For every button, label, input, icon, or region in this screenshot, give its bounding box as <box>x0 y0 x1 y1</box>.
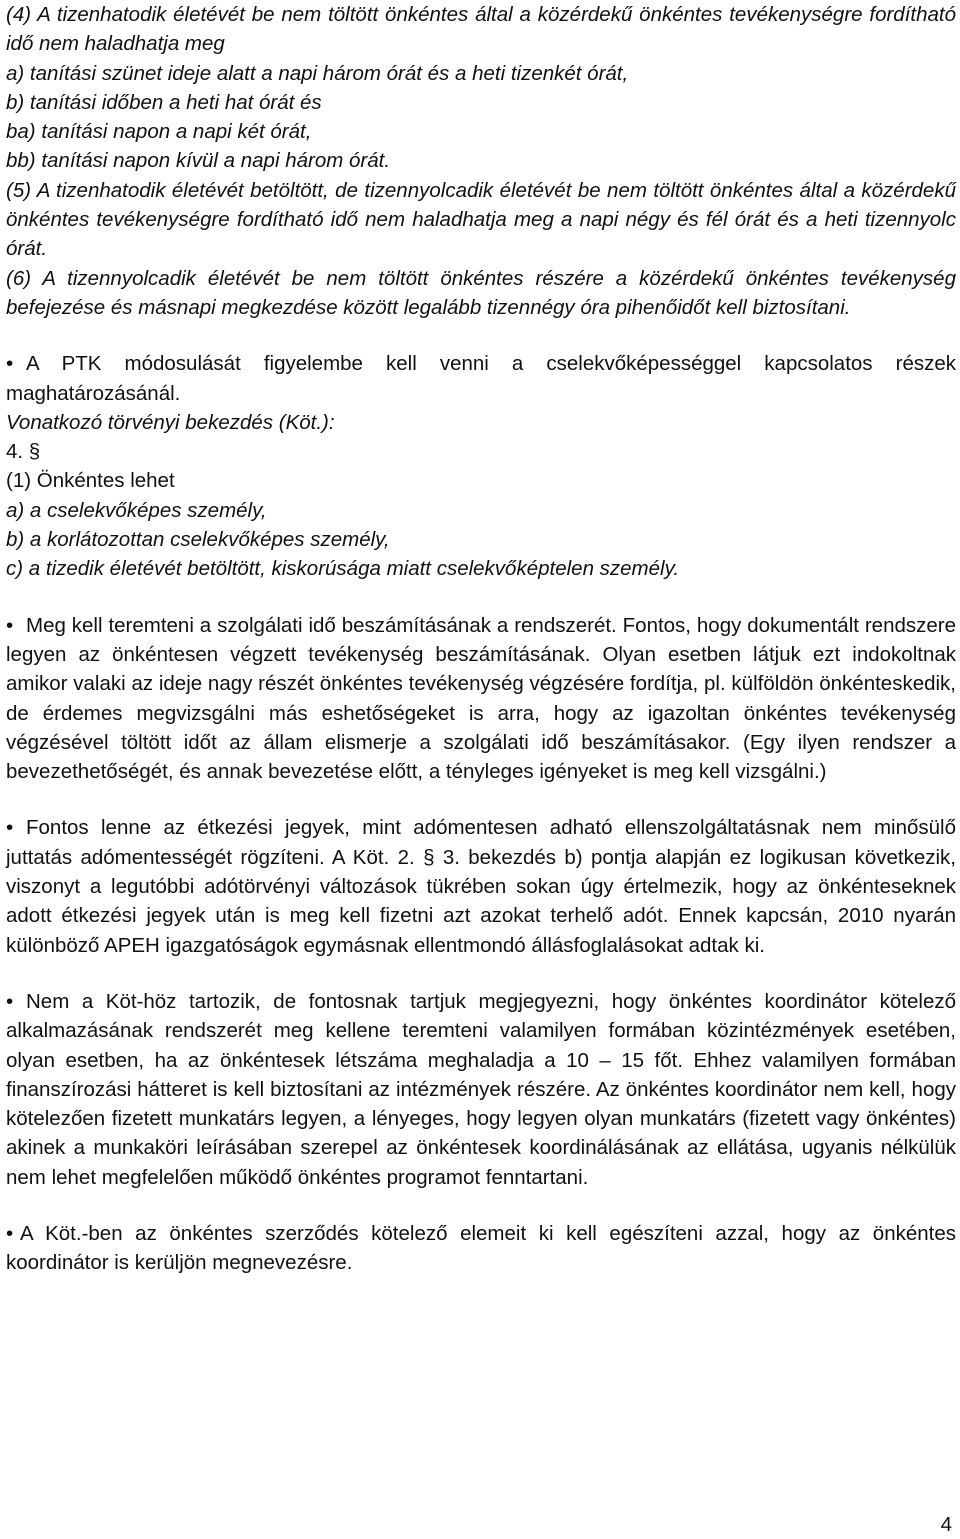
quoted-paragraph-4 <box>6 0 956 176</box>
bullet-ptk <box>6 349 956 583</box>
bullet-text: Fontos lenne az étkezési jegyek, mint adómentesen adható ellenszolgáltatásnak nem minősülő juttatás adómentességét rögzíteni. A Köt. 2. § 3. bekezdés b) pontja alapján ez logikusan következik, viszonyt a legutóbbi adótörvényi változások tükrében sokan úgy értelmezik, hogy az önkénteseknek adott étkezési jegyek után is meg kell fizetni azt azokat terhelő adót. Ennek kapcsán, 2010 nyarán különböző APEH igazgatóságok egymásnak ellentmondó állásfoglalásokat adtak ki. <box>6 816 956 957</box>
bullet-icon: • <box>6 989 14 1013</box>
p4-line: ba) tanítási napon a napi két órát, <box>6 120 312 144</box>
bullet-meal-vouchers <box>6 813 956 959</box>
document-page <box>6 0 956 1278</box>
legal-line: b) a korlátozottan cselekvőképes személy, <box>6 528 390 552</box>
bullet-coordinator <box>6 987 956 1192</box>
legal-reference-label: Vonatkozó törvényi bekezdés (Köt.): <box>6 410 335 434</box>
legal-line: c) a tizedik életévét betöltött, kiskorúsága miatt cselekvőképtelen személy. <box>6 557 680 581</box>
p4-line: b) tanítási időben a heti hat órát és <box>6 90 322 114</box>
page-number: 4 <box>940 1513 952 1536</box>
bullet-icon: • <box>6 613 14 637</box>
quoted-paragraph-6: (6) A tizennyolcadik életévét be nem töltött önkéntes részére a közérdekű önkéntes tevékenység befejezése és másnapi megkezdése között legalább tizennégy óra pihenőidőt kell biztosítani. <box>6 266 956 319</box>
legal-line: a) a cselekvőképes személy, <box>6 498 267 522</box>
section-number: 4. § <box>6 440 41 464</box>
p4-line: bb) tanítási napon kívül a napi három órát. <box>6 149 391 173</box>
bullet-text: A Köt.-ben az önkéntes szerződés kötelező elemeit ki kell egészíteni azzal, hogy az önkéntes koordinátor is kerüljön megnevezésre. <box>6 1221 956 1275</box>
bullet-service-time <box>6 611 956 787</box>
p4-line: (4) A tizenhatodik életévét be nem töltött önkéntes által a közérdekű önkéntes tevékenységre fordítható idő nem haladhatja meg <box>6 3 956 56</box>
bullet-text: Meg kell teremteni a szolgálati idő beszámításának a rendszerét. Fontos, hogy dokumentált rendszere legyen az önkéntesen végzett tevékenység beszámításának. Olyan esetben látjuk ezt indokoltnak amikor valaki az ideje nagy részét önkéntes tevékenység végzésére fordítja, pl. külföldön önkénteskedik, de érdemes megvizsgálni más eshetőségeket is arra, hogy az igazoltan önkéntes tevékenység végzésével töltött időt az állam elismerje a szolgálati idő beszámításakor. (Egy ilyen rendszer a bevezethetőségét, és annak bevezetése előtt, a tényleges igényeket is meg kell vizsgálni.) <box>6 613 956 784</box>
bullet-text: Nem a Köt-höz tartozik, de fontosnak tartjuk megjegyezni, hogy önkéntes koordinátor kötelező alkalmazásának rendszerét meg kellene teremteni valamilyen formában közintézmények esetében, olyan esetben, ha az önkéntesek létszáma meghaladja a 10 – 15 főt. Ehhez valamilyen formában finanszírozási hátteret is kell biztosítani az intézmények részére. Az önkéntes koordinátor nem kell, hogy kötelezően fizetett munkatárs legyen, a lényeges, hogy legyen olyan munkatárs (fizetett vagy önkéntes) akinek a munkaköri leírásában szerepel az önkéntesek koordinálásának az ellátása, ugyanis nélkülük nem lehet megfelelően működő önkéntes programot fenntartani. <box>6 989 956 1189</box>
p4-line: a) tanítási szünet ideje alatt a napi három órát és a heti tizenkét órát, <box>6 61 629 85</box>
legal-line: (1) Önkéntes lehet <box>6 469 175 493</box>
bullet-text: A PTK módosulását figyelembe kell venni a cselekvőképességgel kapcsolatos részek maghatározásánál. <box>6 352 956 405</box>
bullet-contract <box>6 1219 956 1278</box>
bullet-icon: • <box>6 352 14 376</box>
bullet-icon: • <box>6 816 14 840</box>
quoted-paragraph-5: (5) A tizenhatodik életévét betöltött, de tizennyolcadik életévét be nem töltött önkéntes által a közérdekű önkéntes tevékenységre fordítható idő nem haladhatja meg a napi négy és fél órát és a heti tizennyolc órát. <box>6 178 956 261</box>
bullet-icon: • <box>6 1221 14 1245</box>
